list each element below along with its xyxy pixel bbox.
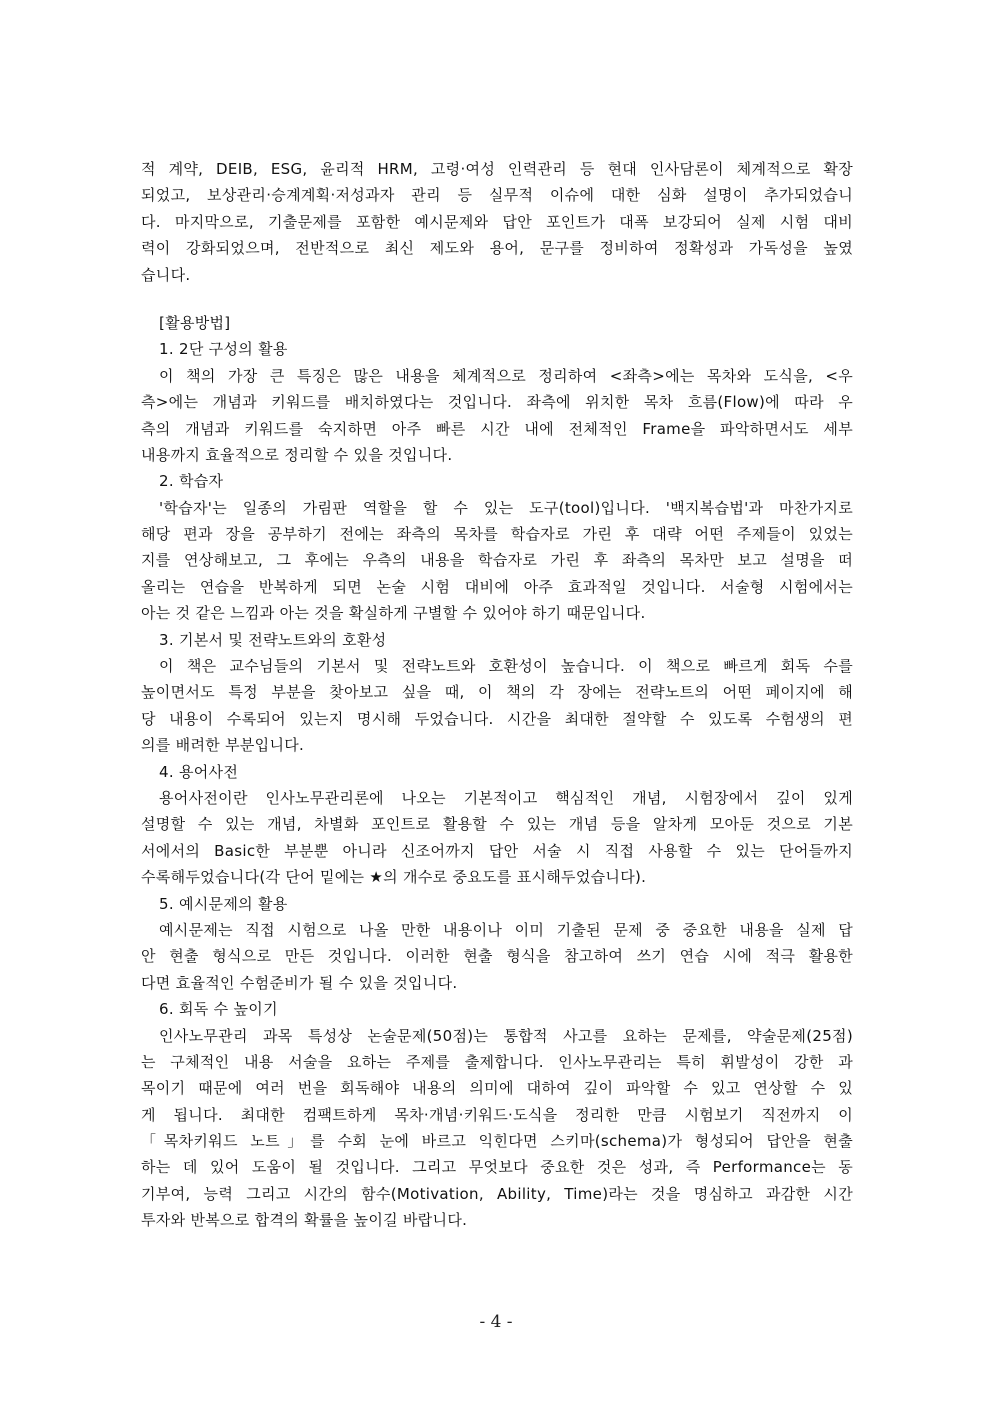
intro-line: 적 계약, DEIB, ESG, 윤리적 HRM, 고령·여성 인력관리 등 현대 인사담론이 체계적으로 확장: [141, 160, 853, 178]
item-line: 예시문제는 직접 시험으로 나올 만한 내용이나 이미 기출된 문제 중 중요한 내용을 실제 답: [159, 920, 853, 939]
usage-item-6: [141, 996, 853, 1234]
item-heading: 4. 용어사전: [159, 762, 239, 781]
usage-item-4: [141, 759, 853, 891]
item-line: 측의 개념과 키워드를 숙지하면 아주 빠른 시간 내에 전체적인 Frame을 파악하면서도 세부: [141, 419, 853, 438]
item-heading: 6. 회독 수 높이기: [159, 1000, 278, 1019]
spacer: [141, 288, 853, 310]
item-line: 목이기 때문에 여러 번을 회독해야 내용의 의미에 대하여 깊이 파악할 수 있고 연상할 수 있: [141, 1079, 853, 1098]
item-line: 해당 편과 장을 공부하기 전에는 좌측의 목차를 학습자로 가린 후 대략 어떤 주제들이 있었는: [141, 525, 853, 544]
usage-item-1: [141, 336, 853, 468]
intro-paragraph: [141, 156, 853, 288]
item-line: 올리는 연습을 반복하게 되면 논술 시험 대비에 아주 효과적일 것입니다. 서술형 시험에서는: [141, 577, 853, 596]
item-line: 「목차키워드 노트」를 수회 눈에 바르고 익힌다면 스키마(schema)가 형성되어 답안을 현출: [141, 1132, 853, 1151]
intro-line: 력이 강화되었으며, 전반적으로 최신 제도와 용어, 문구를 정비하여 정확성과 가독성을 높였: [141, 239, 853, 258]
usage-item-2: [141, 468, 853, 626]
item-heading: 5. 예시문제의 활용: [159, 894, 288, 913]
item-line: 지를 연상해보고, 그 후에는 우측의 내용을 학습자로 가린 후 좌측의 목차만 보고 설명을 떠: [141, 551, 853, 570]
item-line: 내용까지 효율적으로 정리할 수 있을 것입니다.: [141, 445, 453, 464]
item-line: 게 됩니다. 최대한 컴팩트하게 목차·개념·키워드·도식을 정리한 만큼 시험보기 직전까지 이: [141, 1105, 853, 1124]
item-heading: 2. 학습자: [159, 472, 224, 491]
usage-item-3: [141, 627, 853, 759]
section-title: [활용방법]: [159, 313, 231, 332]
item-line: 기부여, 능력 그리고 시간의 함수(Motivation, Ability, Time)라는 것을 명심하고 과감한 시간: [141, 1184, 853, 1203]
item-line: 높이면서도 특정 부분을 찾아보고 싶을 때, 이 책의 각 장에는 전략노트의 어떤 페이지에 해: [141, 683, 853, 702]
item-line: 다면 효율적인 수험준비가 될 수 있을 것입니다.: [141, 973, 458, 992]
item-line: 수록해두었습니다(각 단어 밑에는 ★의 개수로 중요도를 표시해두었습니다).: [141, 868, 647, 887]
usage-item-5: [141, 891, 853, 997]
item-line: 이 책의 가장 큰 특징은 많은 내용을 체계적으로 정리하여 <좌측>에는 목차와 도식을, <우: [159, 366, 853, 385]
item-line: 안 현출 형식으로 만든 것입니다. 이러한 현출 형식을 참고하여 쓰기 연습 시에 적극 활용한: [141, 947, 853, 966]
page-number: - 4 -: [479, 1312, 513, 1332]
item-line: 는 구체적인 내용 서술을 요하는 주제를 출제합니다. 인사노무관리는 특히 휘발성이 강한 과: [141, 1052, 853, 1071]
item-line: 의를 배려한 부분입니다.: [141, 736, 305, 755]
item-line: 서에서의 Basic한 부분뿐 아니라 신조어까지 답안 서술 시 직접 사용할 수 있는 단어들까지: [141, 841, 853, 860]
item-line: '학습자'는 일종의 가림판 역할을 할 수 있는 도구(tool)입니다. '백지복습법'과 마찬가지로: [159, 498, 853, 517]
item-heading: 1. 2단 구성의 활용: [159, 340, 288, 359]
intro-line: 다. 마지막으로, 기출문제를 포함한 예시문제와 답안 포인트가 대폭 보강되어 실제 시험 대비: [141, 212, 853, 231]
item-line: 설명할 수 있는 개념, 차별화 포인트로 활용할 수 있는 개념 등을 알차게 모아둔 것으로 기본: [141, 815, 853, 834]
item-line: 이 책은 교수님들의 기본서 및 전략노트와 호환성이 높습니다. 이 책으로 빠르게 회독 수를: [159, 657, 853, 676]
item-heading: 3. 기본서 및 전략노트와의 호환성: [159, 630, 387, 649]
item-line: 하는 데 있어 도움이 될 것입니다. 그리고 무엇보다 중요한 것은 성과, 즉 Performance는 동: [141, 1158, 853, 1177]
item-line: 아는 것 같은 느낌과 아는 것을 확실하게 구별할 수 있어야 하기 때문입니다.: [141, 604, 646, 623]
item-line: 인사노무관리 과목 특성상 논술문제(50점)는 통합적 사고를 요하는 문제를, 약술문제(25점): [159, 1026, 853, 1045]
item-line: 측>에는 개념과 키워드를 배치하였다는 것입니다. 좌측에 위치한 목차 흐름(Flow)에 따라 우: [141, 393, 853, 412]
document-body: [141, 156, 853, 1234]
intro-line: 되었고, 보상관리·승계계획·저성과자 관리 등 실무적 이슈에 대한 심화 설명이 추가되었습니: [141, 186, 853, 205]
item-line: 투자와 반복으로 합격의 확률을 높이길 바랍니다.: [141, 1211, 468, 1230]
intro-line: 습니다.: [141, 265, 191, 284]
item-line: 당 내용이 수록되어 있는지 명시해 두었습니다. 시간을 최대한 절약할 수 있도록 수험생의 편: [141, 709, 853, 728]
item-line: 용어사전이란 인사노무관리론에 나오는 기본적이고 핵심적인 개념, 시험장에서 깊이 있게: [159, 788, 853, 807]
